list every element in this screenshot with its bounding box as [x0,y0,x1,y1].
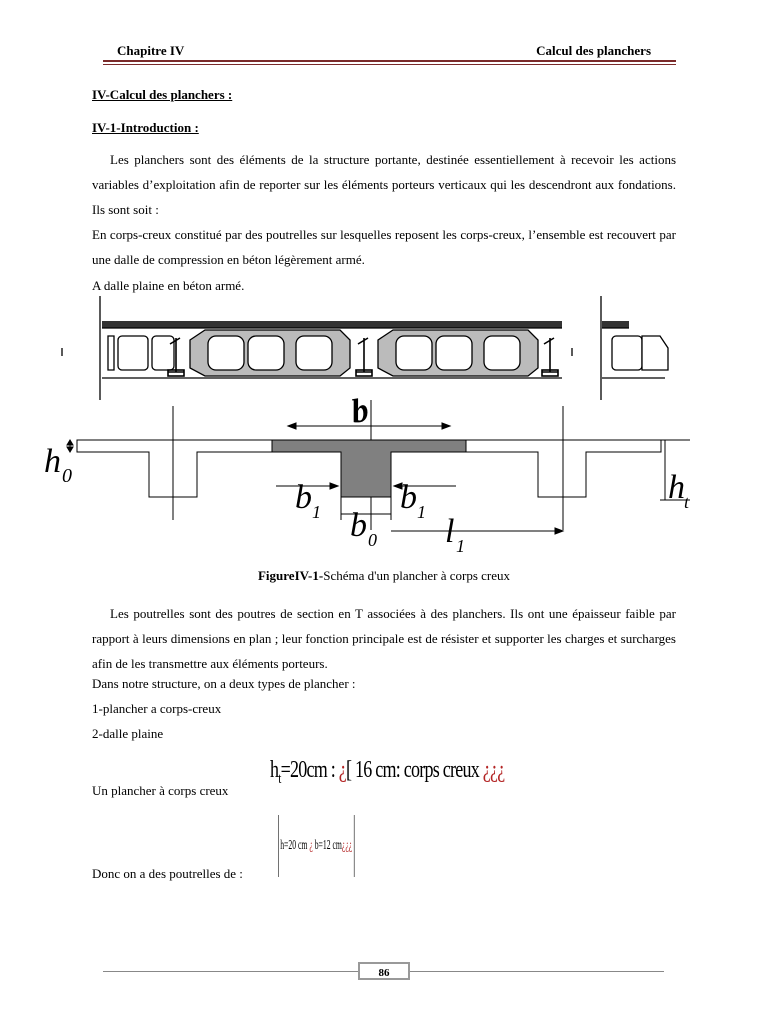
chapter-title: Calcul des planchers [536,43,651,58]
intro-paragraph: Les planchers sont des éléments de la structure portante, destinée essentiellement à recevoir les actions variables d’exploitation afin de reporter sur les éléments porteurs verticaux qui les descendront aux fondations. Ils sont soit : [92,152,676,217]
formula2-mid2: =12 cm [318,838,342,853]
label-h0-sub: 0 [62,465,72,487]
formula2-rest: =20 cm [284,838,310,853]
label-ht: h [668,469,685,506]
label-b1-right: b [400,479,417,516]
formula1-sub: t [278,770,281,787]
poutrelle-paragraph: Les poutrelles sont des poutres de section en T associées à des planchers. Ils ont une épaisseur faible par rapport à leurs dimensions en plan ; leur fonction principale est de résister et supporter les charges et surcharges afin de les transmettre aux éléments porteurs. [92,606,676,671]
footer-rule-left [103,971,358,972]
figure-caption-text: Schéma d'un plancher à corps creux [323,568,511,583]
t-section-drawing [67,400,690,534]
label-l1-sub: 1 [456,536,465,556]
poutrelle-label: Donc on a des poutrelles de : [92,866,243,881]
label-b0-sub: 0 [368,530,377,550]
formula1-red2: ¿¿¿ [482,757,505,783]
section-heading: IV-Calcul des planchers : [92,87,233,102]
label-b0: b [350,507,367,544]
formula1-mid: [ 16 cm: corps creux [346,757,483,783]
formula2-red2: ¿¿¿ [341,838,353,853]
plancher-type-2: 2-dalle plaine [92,726,164,741]
formula2-red1: ¿ [309,838,313,853]
chapter-label: Chapitre IV [117,43,185,58]
floor-schematic [0,290,768,560]
header-rule-thin [103,64,676,65]
subsection-heading: IV-1-Introduction : [92,120,199,135]
label-b: b [348,391,372,431]
formula2-mid: b [312,838,319,853]
footer-rule-right [410,971,664,972]
plancher-types-intro: Dans notre structure, on a deux types de plancher : [92,676,356,691]
label-ht-sub: t [684,492,690,512]
intro-paragraph-2: En corps-creux constitué par des poutrelles sur lesquelles reposent les corps-creux, l’ensemble est recouvert par une dalle de compression en béton légèrement armé. [92,227,676,267]
label-b1-left: b [295,479,312,516]
formula2-h: h [280,838,285,853]
formula-poutrelles [278,815,354,877]
corps-creux-label: Un plancher à corps creux [92,783,229,798]
formula-corps-creux [270,757,504,788]
label-h0: h [44,443,61,480]
figure-caption-number: FigureIV-1- [257,568,324,583]
formula1-h: h [270,757,279,783]
label-b1-right-sub: 1 [417,502,426,522]
formula1-red1: ¿ [338,757,347,783]
page-number: 86 [358,962,410,980]
slab-section-drawing [62,296,668,400]
intro-paragraph-3: A dalle plaine en béton armé. [92,278,245,293]
header-rule [103,60,676,62]
label-b1-left-sub: 1 [312,502,321,522]
plancher-type-1: 1-plancher a corps-creux [92,701,222,716]
formula1-rest: =20cm : [280,757,339,783]
figure-caption [0,568,768,584]
label-l1: l [445,513,455,550]
